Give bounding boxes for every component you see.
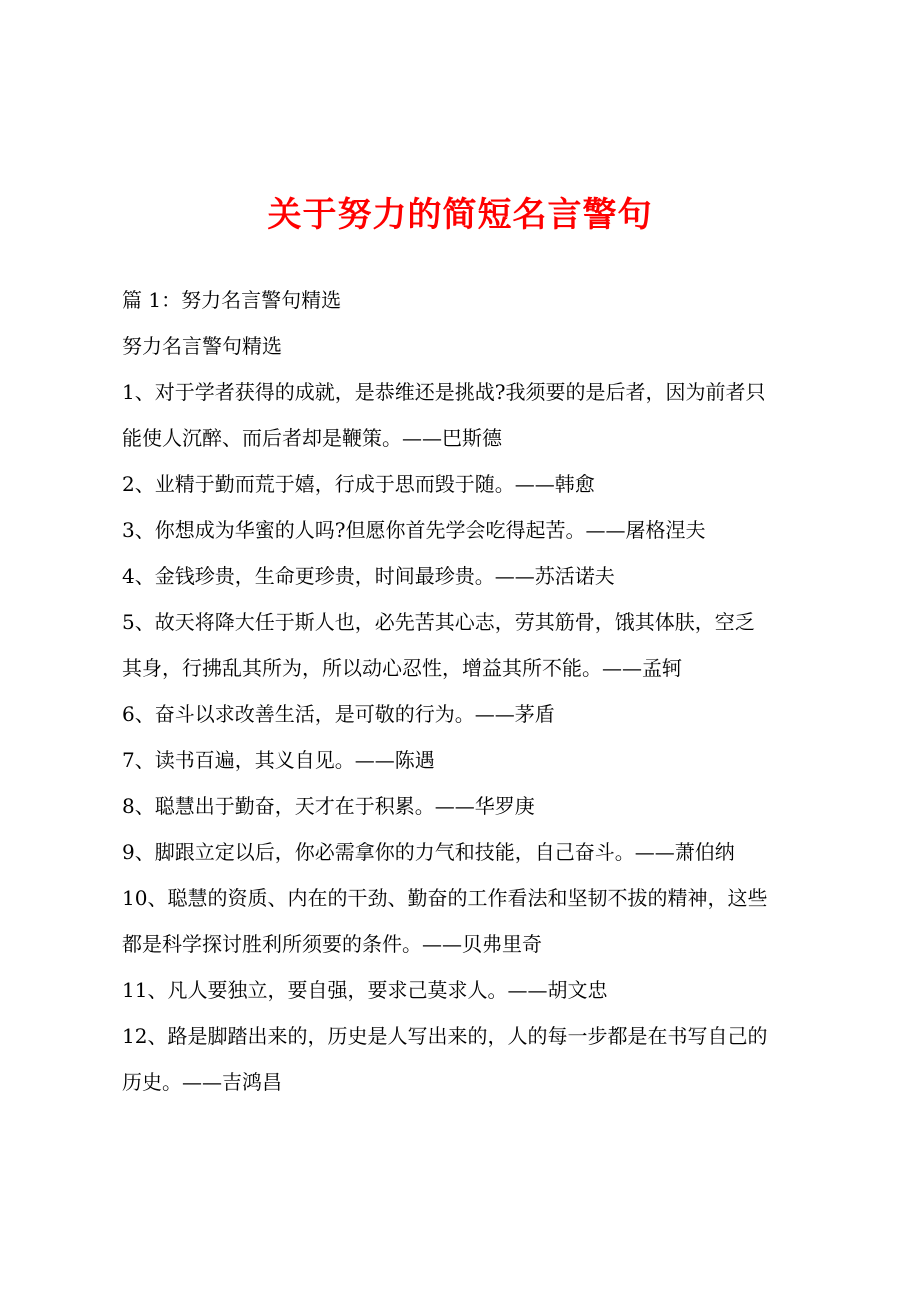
- quote-line: 7、读书百遍，其义自见。——陈遇: [122, 748, 435, 772]
- quote-line: 2、业精于勤而荒于嬉，行成于思而毁于随。——韩愈: [122, 472, 595, 496]
- quote-line: 10、聪慧的资质、内在的干劲、勤奋的工作看法和坚韧不拔的精神，这些: [122, 886, 768, 910]
- quote-line: 11、凡人要独立，要自强，要求己莫求人。——胡文忠: [122, 978, 608, 1002]
- subsection-heading: 努力名言警句精选: [122, 334, 282, 358]
- quote-line: 能使人沉醉、而后者却是鞭策。——巴斯德: [122, 426, 502, 450]
- quote-line: 4、金钱珍贵，生命更珍贵，时间最珍贵。——苏活诺夫: [122, 564, 615, 588]
- quote-line: 3、你想成为华蜜的人吗?但愿你首先学会吃得起苦。——屠格涅夫: [122, 518, 706, 542]
- quote-line: 都是科学探讨胜利所须要的条件。——贝弗里奇: [122, 932, 542, 956]
- document-title: 关于努力的简短名言警句: [267, 195, 653, 235]
- quote-line: 8、聪慧出于勤奋，天才在于积累。——华罗庚: [122, 794, 535, 818]
- quote-line: 1、对于学者获得的成就，是恭维还是挑战?我须要的是后者，因为前者只: [122, 380, 766, 404]
- quote-line: 5、故天将降大任于斯人也，必先苦其心志，劳其筋骨，饿其体肤，空乏: [122, 610, 755, 634]
- section-heading: 篇 1：努力名言警句精选: [122, 288, 342, 312]
- quote-line: 其身，行拂乱其所为，所以动心忍性，增益其所不能。——孟轲: [122, 656, 682, 680]
- quote-line: 12、路是脚踏出来的，历史是人写出来的，人的每一步都是在书写自己的: [122, 1024, 768, 1048]
- quote-line: 历史。——吉鸿昌: [122, 1070, 282, 1094]
- quote-line: 9、脚跟立定以后，你必需拿你的力气和技能，自己奋斗。——萧伯纳: [122, 840, 735, 864]
- document-body: [122, 277, 812, 1105]
- quote-line: 6、奋斗以求改善生活，是可敬的行为。——茅盾: [122, 702, 555, 726]
